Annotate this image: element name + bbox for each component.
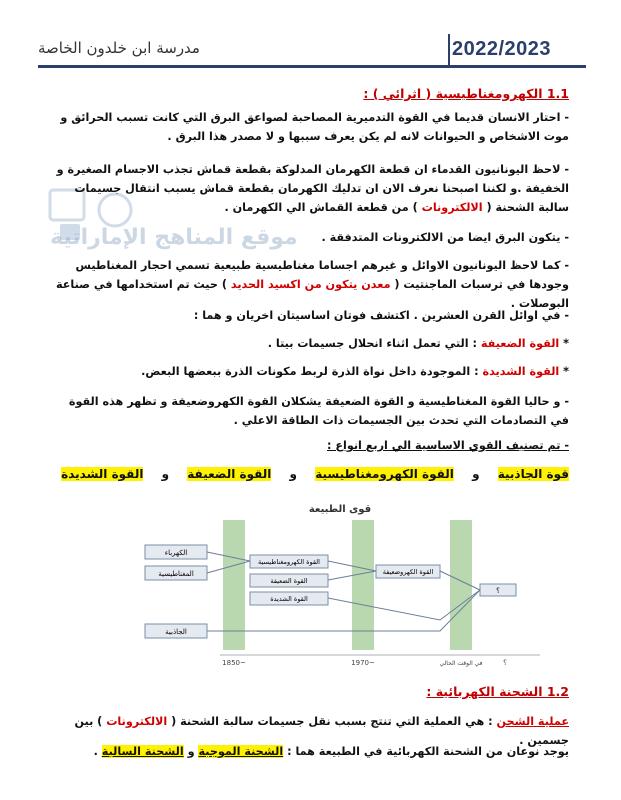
charging-term: عملية الشحن	[496, 715, 569, 728]
weak-force-line: * القوة الضعيفة : التي تعمل اثناء انحلال جسيمات بيتا .	[267, 337, 569, 350]
forces-of-nature-diagram	[140, 500, 555, 670]
watermark-text: موقع المناهج الإماراتية	[50, 225, 298, 250]
section-1-title: 1.1 الكهرومغناطيسية ( اثرائي ) :	[363, 86, 569, 101]
force-electromagnetic: القوة الكهرومغناطيسية	[315, 467, 454, 481]
weak-force-label: القوة الضعيفة	[480, 337, 560, 350]
box-gravity	[145, 624, 207, 638]
weak-force-text: : التي تعمل اثناء انحلال جسيمات بيتا .	[267, 337, 477, 350]
box-magnetism	[145, 566, 207, 580]
svg-text:المغناطيسية: المغناطيسية	[158, 570, 194, 578]
paragraph-lightning-electrons: - يتكون البرق ايضا من الالكترونات المتدفقة .	[321, 231, 569, 244]
electrons-term-2: الالكترونات	[106, 715, 168, 728]
force-weak: القوة الضعيفة	[187, 467, 272, 481]
time-1970: 1970~	[351, 659, 375, 667]
svg-text:الكهرباء: الكهرباء	[164, 549, 188, 557]
box-unified	[480, 584, 516, 596]
charging-text-a: : هي العملية التي تنتج بسبب نقل جسيمات سالبة الشحنة (	[171, 715, 493, 728]
time-1850: 1850~	[222, 659, 246, 667]
charge-types-text: يوجد نوعان من الشحنة الكهربائية في الطبيعة هما :	[287, 745, 569, 758]
svg-text:القوة الضعيفة: القوة الضعيفة	[270, 577, 308, 585]
magnets-text-a: - كما لاحظ اليونانيون الاوائل و غيرهم اجساما مغناطيسية طبيعية تسمي احجار المغناطيس وجودها في ترسبات الماجنتيت (	[75, 259, 569, 291]
paragraph-lightning: - احتار الانسان قديما في القوة التدميرية المصاحبة لصواعق البرق التي كانت تسبب الحرائق و موت الاشخاص و الحيوانات لانه لم يكن يعرف سببها و لا مصدر هذا البرق .	[60, 111, 569, 143]
paragraph-amber	[49, 160, 569, 217]
diagram-title: قوى الطبيعة	[308, 504, 372, 515]
school-name: مدرسة ابن خلدون الخاصة	[38, 39, 200, 57]
paragraph-twentieth-century: - في اوائل القرن العشرين . اكتشف فوتان اساسيتان اخريان و هما :	[193, 309, 569, 322]
negative-charge: الشحنة السالبة	[101, 745, 184, 758]
iron-oxide-term: معدن يتكون من اكسيد الحديد	[230, 278, 391, 291]
section-2-title: 1.2 الشحنة الكهربائية :	[426, 684, 569, 699]
box-electroweak	[376, 565, 440, 578]
paragraph-magnets	[49, 256, 569, 313]
electrons-term: الالكترونات	[421, 201, 483, 214]
strong-force-text: : الموجودة داخل نواة الذرة لربط مكونات الذرة ببعضها البعض.	[141, 365, 479, 378]
box-strong	[250, 592, 328, 605]
strong-force-label: القوة الشديدة	[482, 365, 560, 378]
svg-text:؟: ؟	[496, 587, 500, 595]
box-weak	[250, 574, 328, 587]
diagram-connectors	[207, 552, 480, 631]
strong-force-line: * القوة الشديدة : الموجودة داخل نواة الذرة لربط مكونات الذرة ببعضها البعض.	[141, 365, 569, 378]
paragraph-electroweak: - و حاليا القوة المغناطيسية و القوة الضعيفة يشكلان القوة الكهروضعيفة و تظهر هذه القوة في التصادمات التي تحدث بين الجسيمات ذات الطاقة الاعلي .	[68, 395, 569, 427]
box-electromagnetic	[250, 555, 328, 568]
academic-year: 2022/2023	[452, 38, 552, 60]
header-divider	[448, 34, 450, 65]
time-future: ؟	[503, 659, 507, 667]
svg-text:الجاذبية: الجاذبية	[165, 628, 187, 636]
magnets-text-c: ) حيث تم استخدامها في صناعة البوصلات .	[55, 278, 569, 310]
box-electricity	[145, 545, 207, 559]
time-now: في الوقت الحالي	[439, 660, 483, 667]
amber-text-c: ) من قطعة القماش الي الكهرمان .	[224, 201, 418, 214]
charge-types: يوجد نوعان من الشحنة الكهربائية في الطبيعة هما : الشحنة الموجبة و الشحنة السالبة .	[93, 745, 569, 758]
header-rule	[38, 65, 586, 68]
force-gravity: قوة الجاذبية	[497, 467, 569, 481]
svg-text:القوة الكهرومغناطيسية: القوة الكهرومغناطيسية	[258, 558, 320, 566]
force-strong: القوة الشديدة	[61, 467, 144, 481]
forces-list: قوة الجاذبية و القوة الكهرومغناطيسية و القوة الضعيفة و القوة الشديدة	[61, 467, 569, 481]
svg-text:القوة الكهروضعيفة: القوة الكهروضعيفة	[382, 568, 434, 576]
positive-charge: الشحنة الموجبة	[198, 745, 284, 758]
charging-text-c: ) بين جسمين .	[74, 715, 569, 747]
paragraph-four-forces: - تم تصنيف القوي الاساسية الي اربع انواع :	[326, 439, 569, 452]
amber-text-a: - لاحظ اليونانيون القدماء ان قطعة الكهرمان المدلوكة بقطعة قماش تجذب الاجسام الصغيرة و الخفيفة .و لكننا اصبحنا نعرف الان ان تدليك الكهرمان بقطعة قماش يسبب انتقال جسيمات سالبة الشحنة (	[56, 163, 569, 214]
svg-text:القوة الشديدة: القوة الشديدة	[270, 595, 308, 603]
